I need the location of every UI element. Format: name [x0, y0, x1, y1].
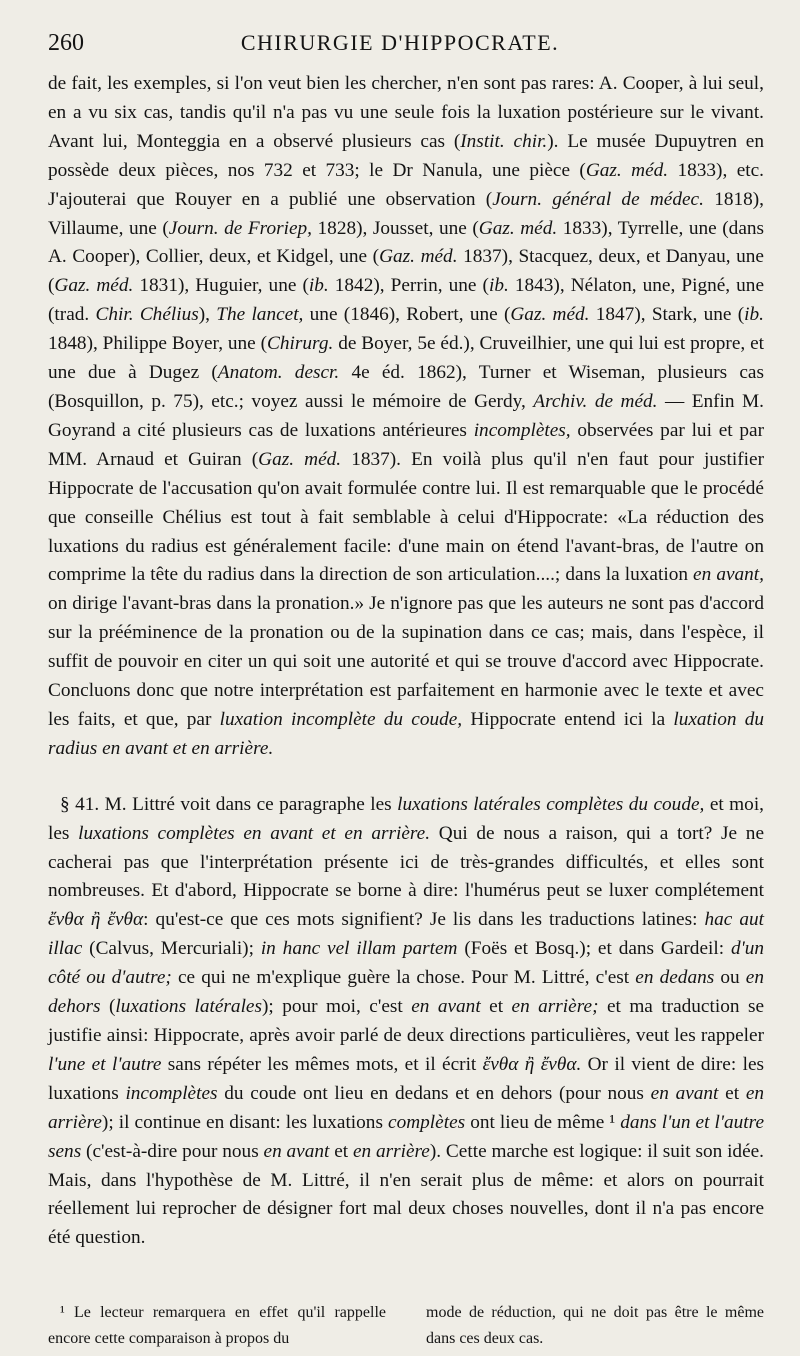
italic-run: Chir. Chélius: [95, 304, 199, 326]
italic-run: en avant,: [693, 564, 764, 586]
italic-run: luxations latérales: [115, 996, 262, 1018]
text-run: (Calvus, Mercuriali);: [82, 938, 261, 960]
text-run: Or il vient de dire: les luxations: [48, 1053, 765, 1104]
text-run: on dirige l'avant-bras dans la pronation.» Je n'ignore pas que les auteurs ne sont pas d'accord sur la prééminence de la pronation ou de la supination dans ce cas; mais, dans l'espèce, il suffit de pouvoir en citer un qui soit une autorité et qui se trouve d'accord avec Hippocrate. Concluons donc que notre interprétation est parfaitement en harmonie avec le texte et avec les faits, et que, par: [48, 593, 764, 730]
text-run: de fait, les exemples, si l'on veut bien les chercher, n'en sont pas rares: A. Cooper, à lui seul, en a vu six cas, tandis qu'il n'a pas vu une seule fois la luxation postérieure sur le vivant. Avant lui, Monteggia en a observé plusieurs cas (: [48, 73, 764, 152]
italic-run: dans l'un et l'autre sens: [48, 1111, 764, 1162]
text-run: du coude ont lieu en dedans et en dehors (pour nous: [217, 1082, 651, 1104]
text-run: (c'est-à-dire pour nous: [81, 1140, 264, 1162]
paragraph-section-41: [48, 791, 764, 1254]
italic-run: luxation incomplète du coude,: [219, 708, 463, 730]
text-run: ); pour moi, c'est: [262, 996, 412, 1018]
italic-run: Gaz. méd.: [478, 217, 558, 239]
text-run: Hippocrate entend ici la: [462, 708, 674, 730]
italic-run: Gaz. méd.: [585, 159, 669, 181]
italic-run: luxations complètes en avant et en arrière.: [78, 822, 431, 844]
text-run: § 41. M. Littré voit dans ce paragraphe les: [60, 793, 398, 815]
paragraph-1: [48, 70, 764, 764]
text-run: ). Cette marche est logique: il suit son idée. Mais, dans l'hypothèse de M. Littré, il n'en serait plus de même: et alors on pourrait réellement lui reprocher de désigner fort mal deux choses nouvelles, dont il n'a pas encore été question.: [48, 1140, 765, 1249]
italic-run: The lancet,: [216, 304, 304, 326]
italic-run: Gaz. méd.: [258, 448, 342, 470]
text-run: 1837), Stacquez, deux, et Danyau, une (: [48, 246, 764, 297]
text-run: Qui de nous a raison, qui a tort? Je ne cacherai pas que l'interprétation présente ici de très-grandes difficultés, et elles sont nombreuses. Et d'abord, Hippocrate se borne à dire: l'humérus peut se luxer complétement: [48, 822, 765, 902]
italic-run: en dedans: [635, 967, 715, 989]
italic-run: Instit. chir.: [460, 130, 548, 152]
italic-run: complètes: [388, 1111, 466, 1133]
italic-run: in hanc vel illam partem: [260, 938, 458, 960]
italic-run: hac aut illac: [48, 909, 764, 960]
italic-run: Gaz. méd.: [379, 246, 458, 268]
italic-run: en avant: [263, 1140, 330, 1162]
text-run: 1847), Stark, une (: [589, 304, 745, 326]
italic-run: ἔνθα ἢ ἔνθα: [48, 909, 144, 931]
italic-run: d'un côté ou d'autre;: [48, 938, 764, 989]
text-run: (Foës et Bosq.); et dans Gardeil:: [457, 938, 731, 960]
italic-run: en avant: [650, 1082, 719, 1104]
italic-run: en arrière: [48, 1082, 765, 1133]
italic-run: Archiv. de méd.: [533, 390, 658, 412]
text-run: 1831), Huguier, une (: [133, 275, 309, 297]
text-run: ou: [714, 967, 746, 989]
text-run: 1833), Tyrrelle, une (dans A. Cooper), Collier, deux, et Kidgel, une (: [48, 217, 765, 268]
italic-run: l'une et l'autre: [48, 1053, 162, 1075]
text-run: et: [329, 1140, 353, 1162]
text-run: ). Le musée Dupuytren en possède deux pièces, nos 732 et 733; le Dr Nanula, une pièce (: [48, 130, 764, 181]
footnote: [48, 1300, 764, 1352]
text-run: et: [718, 1082, 746, 1104]
italic-run: luxation du radius en avant et en arrière.: [48, 708, 765, 759]
italic-run: ib.: [308, 275, 329, 297]
italic-run: luxations latérales complètes du coude,: [397, 793, 705, 815]
italic-run: Gaz. méd.: [510, 304, 590, 326]
italic-run: ἔνθα ἢ ἔνθα.: [482, 1053, 582, 1075]
text-run: 4e éd. 1862), Turner et Wiseman, plusieurs cas (Bosquillon, p. 75), etc.; voyez aussi le mémoire de Gerdy,: [48, 362, 764, 412]
text-run: observées par lui et par MM. Arnaud et Guiran (: [48, 419, 764, 470]
italic-run: Journ. de Froriep,: [168, 217, 312, 239]
footnote-col-1: ¹ Le lecteur remarquera en effet qu'il rappelle encore cette comparaison à propos du: [48, 1304, 386, 1347]
main-text: [48, 70, 764, 1253]
page-number: 260: [48, 30, 84, 56]
page-header: [48, 30, 752, 66]
italic-run: en arrière: [352, 1140, 430, 1162]
text-run: 1837). En voilà plus qu'il n'en faut pour justifier Hippocrate de l'accusation qu'on avait formulée contre lui. Il est remarquable que le procédé que conseille Chélius est tout à fait semblable à celui d'Hippocrate: «La réduction des luxations du radius est généralement facile: d'une main on étend l'avant-bras, de l'autre on comprime la tête du radius dans la direction de son articulation....; dans la luxation: [48, 448, 764, 586]
italic-run: Anatom. descr.: [217, 362, 340, 384]
text-run: 1842), Perrin, une (: [328, 275, 489, 297]
text-run: et moi, les: [48, 793, 764, 844]
italic-run: ib.: [744, 304, 764, 326]
text-run: une (1846), Robert, une (: [303, 304, 511, 326]
text-run: 1818), Villaume, une (: [48, 188, 764, 239]
italic-run: incomplètes,: [473, 419, 571, 441]
text-run: et: [480, 996, 512, 1018]
text-run: — Enfin M. Goyrand a cité plusieurs cas de luxations antérieures: [48, 390, 764, 441]
text-run: sans répéter les mêmes mots, et il écrit: [161, 1053, 483, 1075]
text-run: : qu'est-ce que ces mots signifient? Je lis dans les traductions latines:: [143, 909, 705, 931]
text-run: de Boyer, 5e éd.), Cruveilhier, une qui lui est propre, et une due à Dugez (: [48, 333, 765, 384]
italic-run: ib.: [488, 275, 509, 297]
italic-run: incomplètes: [125, 1082, 218, 1104]
text-run: 1828), Jousset, une (: [311, 217, 479, 239]
italic-run: en arrière;: [511, 996, 599, 1018]
italic-run: en dehors: [48, 967, 764, 1018]
text-run: 1848), Philippe Boyer, une (: [48, 333, 268, 355]
text-run: ); il continue en disant: les luxations: [101, 1111, 389, 1133]
text-run: 1833), etc. J'ajouterai que Rouyer en a publié une observation (: [48, 159, 764, 210]
footnote-col-2: mode de réduction, qui ne doit pas être le même dans ces deux cas.: [426, 1304, 764, 1347]
text-run: et ma traduction se justifie ainsi: Hippocrate, après avoir parlé de deux directions particulières, veut les rappeler: [48, 996, 765, 1046]
text-run: ont lieu de même ¹: [465, 1111, 621, 1133]
italic-run: Gaz. méd.: [54, 275, 134, 297]
text-run: ),: [198, 304, 217, 326]
italic-run: Journ. général de médec.: [492, 188, 704, 210]
text-run: 1843), Nélaton, une, Pigné, une (trad.: [48, 275, 765, 326]
italic-run: Chirurg.: [267, 333, 334, 355]
running-title: CHIRURGIE D'HIPPOCRATE.: [240, 30, 560, 55]
text-run: ce qui ne m'explique guère la chose. Pour M. Littré, c'est: [171, 967, 636, 989]
italic-run: en avant: [411, 996, 481, 1018]
text-run: (: [100, 996, 116, 1018]
